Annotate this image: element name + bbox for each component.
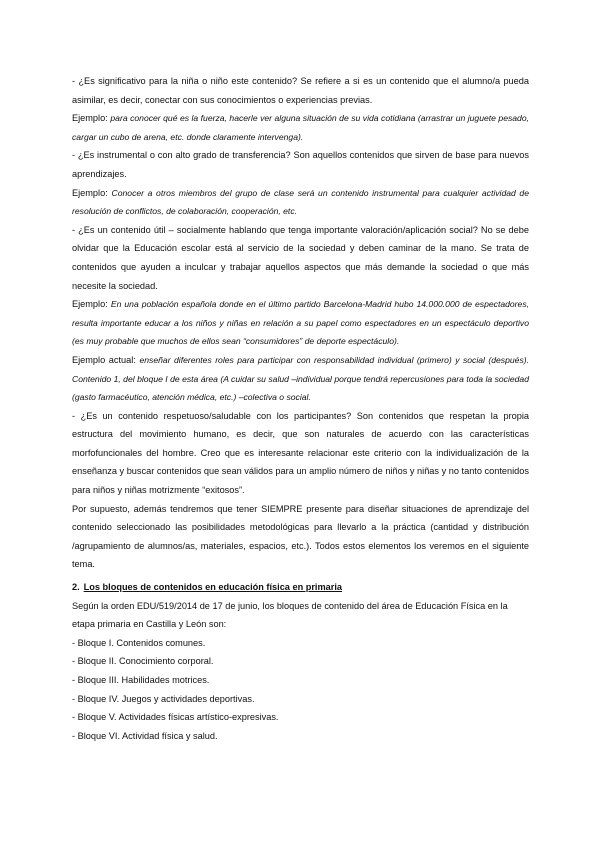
list-item: - Bloque I. Contenidos comunes. (72, 637, 206, 648)
paragraph-por-supuesto: Por supuesto, además tendremos que tener SIEMPRE presente para diseñar situaciones de aprendizaje del contenido seleccionado las posibilidades metodológicas para llevarlo a la práctica (cantidad y distribución /agrupamiento de alumnos/as, materiales, espacios, etc.). Todos estos elementos los veremos en el siguiente tema. (72, 503, 529, 570)
list-item: - Bloque V. Actividades físicas artístico-expresivas. (72, 712, 279, 723)
example-label: Ejemplo: (72, 113, 108, 124)
example-text: para conocer qué es la fuerza, hacerle ver alguna situación de su vida cotidiana (arrastrar un juguete pesado, cargar un cubo de arena, etc. donde claramente intervenga). (72, 113, 529, 142)
example-actual (72, 351, 529, 407)
example-fuerza (72, 109, 529, 146)
list-item: - Bloque III. Habilidades motrices. (72, 675, 210, 685)
list-item: - Bloque VI. Actividad física y salud. (72, 730, 218, 741)
blocks-list (72, 634, 529, 746)
example-barcelona-madrid (72, 295, 529, 351)
section-intro: Según la orden EDU/519/2014 de 17 de junio, los bloques de contenido del área de Educación Física en la etapa primaria en Castilla y León son: (72, 600, 508, 630)
example-text: En una población española donde en el último partido Barcelona-Madrid hubo 14.000.000 de espectadores, resulta importante educar a los niños y niñas en relación a su papel como espectadores en un espectáculo deportivo (es muy probable que muchos de ellos sean “consumidores” de deporte espectáculo). (72, 299, 530, 347)
paragraph-significativo: - ¿Es significativo para la niña o niño este contenido? Se refiere a si es un contenido que el alumno/a pueda asimilar, es decir, conectar con sus conocimientos o experiencias previas. (72, 76, 529, 105)
paragraph-instrumental: - ¿Es instrumental o con alto grado de transferencia? Son aquellos contenidos que sirven de base para nuevos aprendizajes. (72, 150, 529, 179)
section-heading (72, 578, 529, 597)
example-label: Ejemplo actual: (72, 354, 136, 365)
example-grupo-clase (72, 184, 529, 221)
example-label: Ejemplo: (72, 187, 108, 198)
list-item: - Bloque II. Conocimiento corporal. (72, 656, 214, 667)
section-title: Los bloques de contenidos en educación física en primaria (83, 582, 343, 593)
paragraph-respetuoso: - ¿Es un contenido respetuoso/saludable con los participantes? Son contenidos que respetan la propia estructura del movimiento humano, es decir, que son naturales de acuerdo con las características morfofuncionales del hombre. Creo que es interesante relacionar este criterio con la individualización de la enseñanza y buscar contenidos que sean válidos para un amplio número de niños y niñas y no tanto contenidos para niños y niñas motrizmente “exitosos”. (72, 410, 529, 496)
example-label: Ejemplo: (72, 299, 108, 310)
list-item: - Bloque IV. Juegos y actividades deportivas. (72, 693, 255, 704)
section-number: 2. (72, 582, 80, 593)
example-text: enseñar diferentes roles para participar con responsabilidad individual (primero) y social (después). Contenido 1, del bloque I de esta área (A cuidar su salud –individual porque tendrá repercusiones para toda la sociedad (gasto farmacéutico, atención médica, etc.) –colectiva o social. (72, 354, 529, 403)
paragraph-util: - ¿Es un contenido útil – socialmente hablando que tenga importante valoración/aplicación social? No se debe olvidar que la Educación escolar está al servicio de la sociedad y deben caminar de la mano. Se trata de contenidos que ayuden a inculcar y trabajar aquellos aspectos que más demande la sociedad o que más necesite la sociedad. (72, 224, 529, 291)
example-text: Conocer a otros miembros del grupo de clase será un contenido instrumental para cualquier actividad de resolución de conflictos, de colaboración, cooperación, etc. (72, 187, 529, 217)
